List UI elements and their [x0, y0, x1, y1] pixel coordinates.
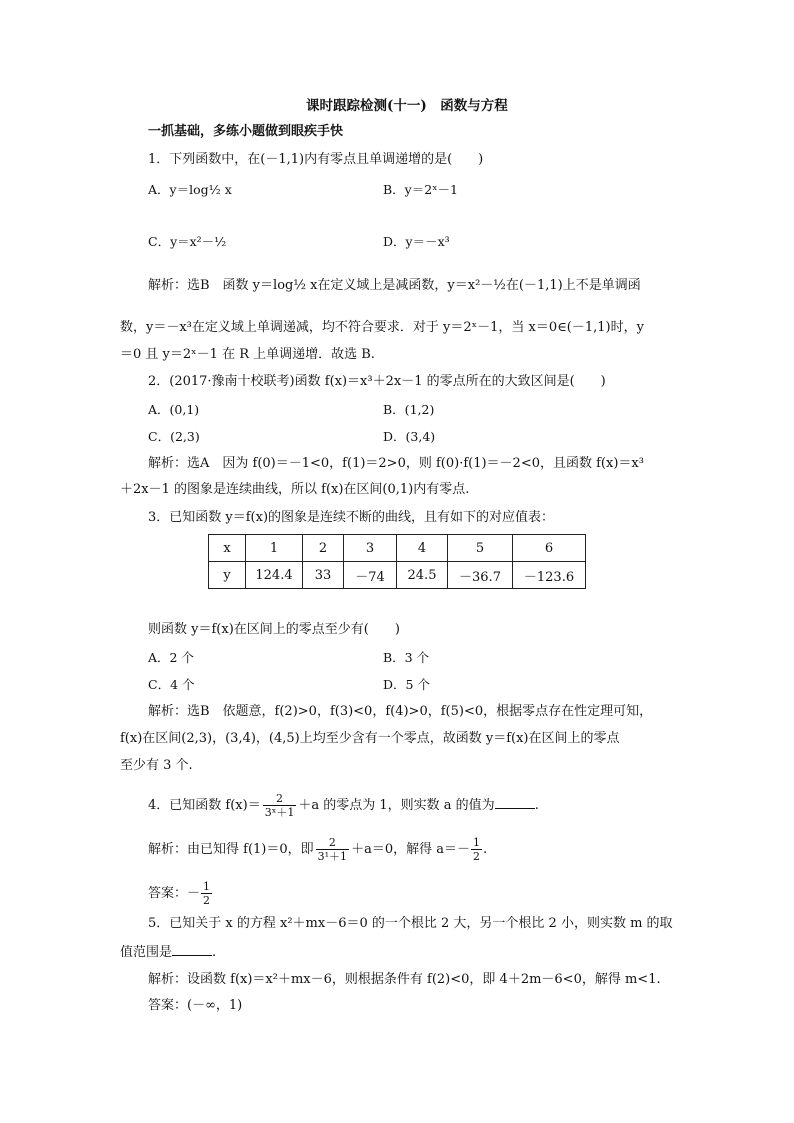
q2-option-d: D．(3,4)	[383, 429, 436, 444]
q2-option-c: C．(2,3)	[148, 429, 200, 444]
q1-option-b: B．y＝2ˣ－1	[383, 182, 458, 197]
table-cell: x	[209, 535, 246, 562]
q4-answer-prefix: 解析：由已知得 f(1)＝0，即	[148, 842, 314, 857]
q4-final-denominator: 2	[203, 894, 211, 907]
table-cell: 3	[344, 535, 397, 562]
q4-final-label: 答案：－	[148, 886, 201, 901]
q2-answer-line-1: 解析：选A 因为 f(0)＝－1<0，f(1)＝2>0，则 f(0)·f(1)＝－2<0，且函数 f(x)＝x³	[148, 456, 644, 471]
q3-option-b: B．3 个	[383, 650, 430, 665]
q4-answer-end: .	[482, 842, 488, 857]
q2-option-a: A．(0,1)	[148, 402, 200, 417]
q4-answer-denominator-2: 2	[472, 850, 480, 863]
q3-option-d: D．5 个	[383, 677, 430, 692]
q4-stem-prefix: 4．已知函数 f(x)＝	[148, 798, 261, 813]
q1-option-d: D．y＝－x³	[383, 234, 450, 249]
q1-option-c: C．y＝x²－½	[148, 234, 227, 249]
table-cell: －74	[344, 562, 397, 589]
q4-answer-numerator: 2	[316, 836, 349, 850]
q3-stem: 3．已知函数 y＝f(x)的图象是连续不断的曲线，且有如下的对应值表：	[148, 510, 555, 525]
table-row-y	[209, 562, 586, 589]
q4-answer-fraction	[316, 836, 349, 863]
q1-answer-line-3: ＝0 且 y＝2ˣ－1 在 R 上单调递增．故选 B.	[120, 347, 375, 362]
section-heading: 一抓基础，多练小题做到眼疾手快	[148, 124, 344, 139]
q3-answer-line-1: 解析：选B 依题意，f(2)>0，f(3)<0，f(4)>0，f(5)<0，根据零点存在性定理可知，	[148, 704, 653, 719]
q1-answer-line-2: 数，y＝－x³在定义域上单调递减，均不符合要求．对于 y＝2ˣ－1，当 x＝0∈(－1,1)时，y	[120, 320, 644, 335]
q2-option-b: B．(1,2)	[383, 402, 435, 417]
q1-option-a: A．y＝log½ x	[148, 182, 232, 197]
q4-answer-numerator-2: 1	[472, 836, 480, 849]
q4-answer	[148, 836, 487, 863]
q4-answer-blank	[495, 794, 535, 809]
q4-fraction-denominator: 3ˣ＋1	[264, 806, 295, 819]
table-cell: 2	[303, 535, 344, 562]
q4-stem-end: .	[534, 798, 539, 813]
q3-stem-2: 则函数 y＝f(x)在区间上的零点至少有( )	[148, 622, 400, 637]
q4-answer-denominator: 3¹＋1	[317, 850, 348, 863]
q1-stem: 1．下列函数中，在(－1,1)内有零点且单调递增的是( )	[148, 152, 484, 167]
q4-answer-middle: ＋a＝0，解得 a＝－	[351, 842, 470, 857]
q2-answer-line-2: ＋2x－1 的图象是连续曲线，所以 f(x)在区间(0,1)内有零点.	[120, 482, 470, 497]
q5-stem-line-1: 5．已知关于 x 的方程 x²＋mx－6＝0 的一个根比 2 大，另一个根比 2 小，则实数 m 的取	[148, 916, 673, 931]
q4-final-fraction	[201, 880, 212, 907]
q4-fraction	[263, 792, 297, 819]
q5-stem-line-2	[120, 941, 216, 963]
page-title: 课时跟踪检测(十一) 函数与方程	[306, 98, 508, 114]
q1-answer-line-1: 解析：选B 函数 y＝log½ x在定义域上是减函数，y＝x²－½在(－1,1)上不是单调函	[148, 278, 641, 293]
q4-stem-suffix: ＋a 的零点为 1，则实数 a 的值为	[298, 798, 495, 813]
q5-final-answer: 答案：(－∞，1)	[148, 998, 243, 1013]
q3-option-a: A．2 个	[148, 650, 194, 665]
q3-value-table	[208, 534, 586, 589]
q2-stem: 2．(2017·豫南十校联考)函数 f(x)＝x³＋2x－1 的零点所在的大致区间是( )	[148, 374, 606, 389]
table-cell: －123.6	[513, 562, 586, 589]
table-cell: 5	[448, 535, 513, 562]
q4-fraction-numerator: 2	[263, 792, 297, 806]
table-cell: －36.7	[448, 562, 513, 589]
table-cell: 6	[513, 535, 586, 562]
q4-stem	[148, 792, 539, 819]
table-cell: 124.4	[246, 562, 303, 589]
q4-final-numerator: 1	[203, 880, 211, 893]
table-cell: 1	[246, 535, 303, 562]
q4-final-answer	[148, 880, 213, 907]
q3-answer-line-3: 至少有 3 个.	[120, 758, 193, 773]
q4-answer-fraction-2	[471, 836, 482, 863]
table-cell: 4	[397, 535, 448, 562]
q5-answer: 解析：设函数 f(x)＝x²＋mx－6，则根据条件有 f(2)<0，即 4＋2m－6<0，解得 m<1.	[148, 972, 661, 987]
table-row-x	[209, 535, 586, 562]
q5-stem-end: .	[212, 945, 217, 960]
q5-answer-blank	[172, 941, 212, 956]
table-cell: y	[209, 562, 246, 589]
q5-stem-prefix: 值范围是	[120, 945, 173, 960]
q3-answer-line-2: f(x)在区间(2,3)，(3,4)，(4,5)上均至少含有一个零点，故函数 y＝f(x)在区间上的零点	[120, 731, 620, 746]
table-cell: 33	[303, 562, 344, 589]
q3-option-c: C．4 个	[148, 677, 195, 692]
table-cell: 24.5	[397, 562, 448, 589]
